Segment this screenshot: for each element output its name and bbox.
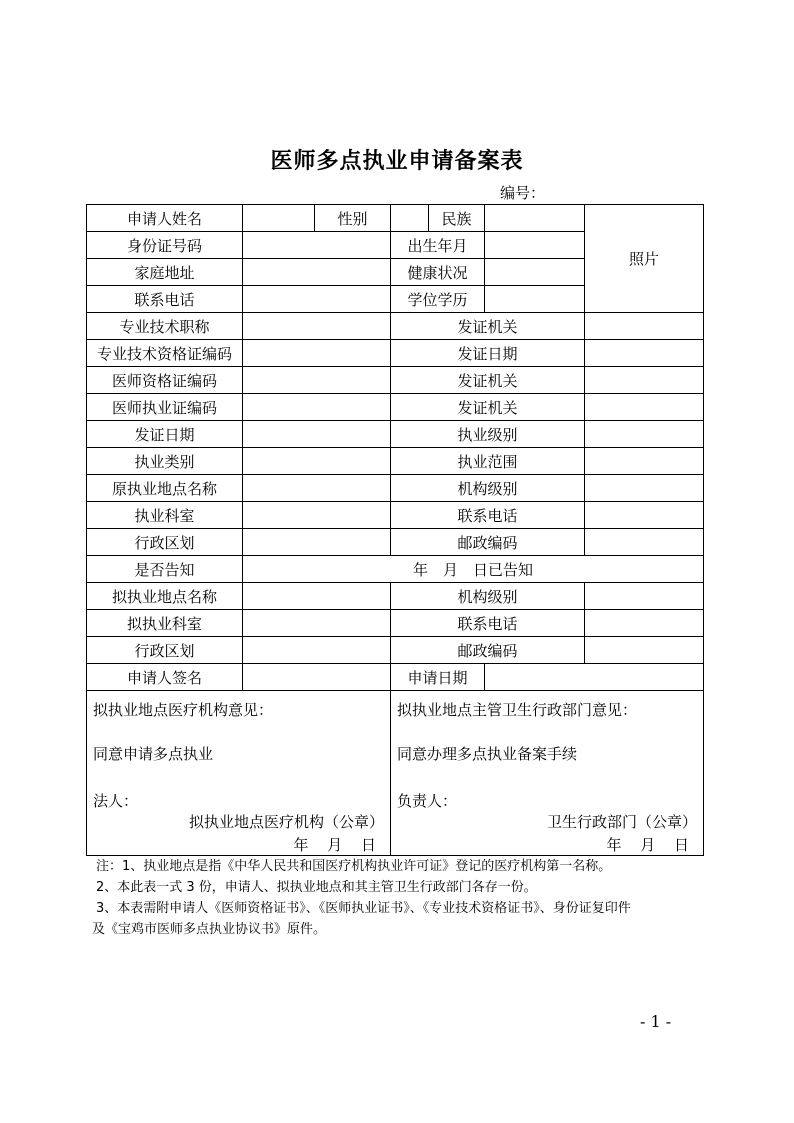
serial-number-label: 编号： [500,184,546,202]
input-contact-phone[interactable] [585,502,704,529]
input-health-status[interactable] [485,259,585,286]
input-institution-level[interactable] [585,475,704,502]
input-application-date[interactable] [485,664,704,691]
input-practice-scope[interactable] [585,448,704,475]
input-proposed-department[interactable] [243,610,391,637]
label-proposed-site-name: 拟执业地点名称 [87,583,243,610]
label-postal-code: 邮政编码 [391,529,585,556]
label-admin-region: 行政区划 [87,529,243,556]
official-seal-label: 拟执业地点医疗机构（公章） [188,813,384,831]
opinion-statement: 同意办理多点执业备案手续 [397,745,578,763]
note-2: 2、本此表一式 3 份，申请人、拟执业地点和其主管卫生行政部门各存一份。 [96,880,537,895]
label-phone: 联系电话 [87,286,243,313]
opinion-date: 年 月 日 [293,836,376,854]
input-issuing-authority[interactable] [585,367,704,394]
label-informed: 是否告知 [87,556,243,583]
label-title-rank: 专业技术职称 [87,313,243,340]
input-birth-date[interactable] [485,232,585,259]
input-orig-site-name[interactable] [243,475,391,502]
label-applicant-signature: 申请人签名 [87,664,243,691]
label-physician-practice-cert-no: 医师执业证编码 [87,394,243,421]
input-issue-date[interactable] [585,340,704,367]
input-practice-category[interactable] [243,448,391,475]
label-id-number: 身份证号码 [87,232,243,259]
label-health-status: 健康状况 [391,259,485,286]
note-3-continued: 及《宝鸡市医师多点执业协议书》原件。 [92,922,327,937]
input-issue-date[interactable] [243,421,391,448]
label-contact-phone: 联系电话 [391,610,585,637]
input-admin-region[interactable] [243,529,391,556]
label-institution-level: 机构级别 [391,583,585,610]
responsible-person-label: 负责人： [397,792,458,810]
input-issuing-authority[interactable] [585,313,704,340]
note-1: 注：1、执业地点是指《中华人民共和国医疗机构执业许可证》登记的医疗机构第一名称。 [96,859,612,874]
label-practice-scope: 执业范围 [391,448,585,475]
input-home-address[interactable] [243,259,391,286]
label-institution-level: 机构级别 [391,475,585,502]
input-physician-practice-cert-no[interactable] [243,394,391,421]
label-physician-qual-cert-no: 医师资格证编码 [87,367,243,394]
input-practice-department[interactable] [243,502,391,529]
input-phone[interactable] [243,286,391,313]
label-home-address: 家庭地址 [87,259,243,286]
label-practice-category: 执业类别 [87,448,243,475]
opinion-heading: 拟执业地点主管卫生行政部门意见： [397,701,638,719]
input-issuing-authority[interactable] [585,394,704,421]
medical-institution-opinion[interactable] [87,691,391,856]
input-gender[interactable] [391,205,429,232]
input-contact-phone[interactable] [585,610,704,637]
label-issue-date: 发证日期 [87,421,243,448]
label-ethnicity: 民族 [429,205,485,232]
label-applicant-name: 申请人姓名 [87,205,243,232]
input-id-number[interactable] [243,232,391,259]
label-birth-date: 出生年月 [391,232,485,259]
legal-person-label: 法人： [93,792,139,810]
label-admin-region: 行政区划 [87,637,243,664]
input-physician-qual-cert-no[interactable] [243,367,391,394]
form-notes [92,856,708,940]
input-tech-cert-no[interactable] [243,340,391,367]
label-postal-code: 邮政编码 [391,637,585,664]
input-ethnicity[interactable] [485,205,585,232]
page-number: - 1 - [640,1012,672,1031]
label-issuing-authority: 发证机关 [391,313,585,340]
label-tech-cert-no: 专业技术资格证编码 [87,340,243,367]
input-postal-code[interactable] [585,637,704,664]
input-admin-region[interactable] [243,637,391,664]
label-gender: 性别 [315,205,391,232]
label-issuing-authority: 发证机关 [391,394,585,421]
label-proposed-department: 拟执业科室 [87,610,243,637]
input-practice-level[interactable] [585,421,704,448]
label-issue-date: 发证日期 [391,340,585,367]
note-3: 3、本表需附申请人《医师资格证书》、《医师执业证书》、《专业技术资格证书》、身份证复印件 [96,901,631,916]
input-informed-date[interactable]: 年 月 日已告知 [243,556,704,583]
label-degree: 学位学历 [391,286,485,313]
page-title: 医师多点执业申请备案表 [270,148,524,174]
label-orig-site-name: 原执业地点名称 [87,475,243,502]
input-applicant-signature[interactable] [243,664,391,691]
input-applicant-name[interactable] [243,205,315,232]
label-practice-department: 执业科室 [87,502,243,529]
input-postal-code[interactable] [585,529,704,556]
input-institution-level[interactable] [585,583,704,610]
opinion-heading: 拟执业地点医疗机构意见： [93,701,274,719]
label-application-date: 申请日期 [391,664,485,691]
application-form-table [86,204,704,856]
official-seal-label: 卫生行政部门（公章） [546,813,697,831]
opinion-date: 年 月 日 [606,836,689,854]
label-practice-level: 执业级别 [391,421,585,448]
label-issuing-authority: 发证机关 [391,367,585,394]
input-title-rank[interactable] [243,313,391,340]
input-degree[interactable] [485,286,585,313]
label-contact-phone: 联系电话 [391,502,585,529]
opinion-statement: 同意申请多点执业 [93,745,214,763]
photo-box[interactable]: 照片 [585,205,704,313]
health-department-opinion[interactable] [391,691,704,856]
input-proposed-site-name[interactable] [243,583,391,610]
